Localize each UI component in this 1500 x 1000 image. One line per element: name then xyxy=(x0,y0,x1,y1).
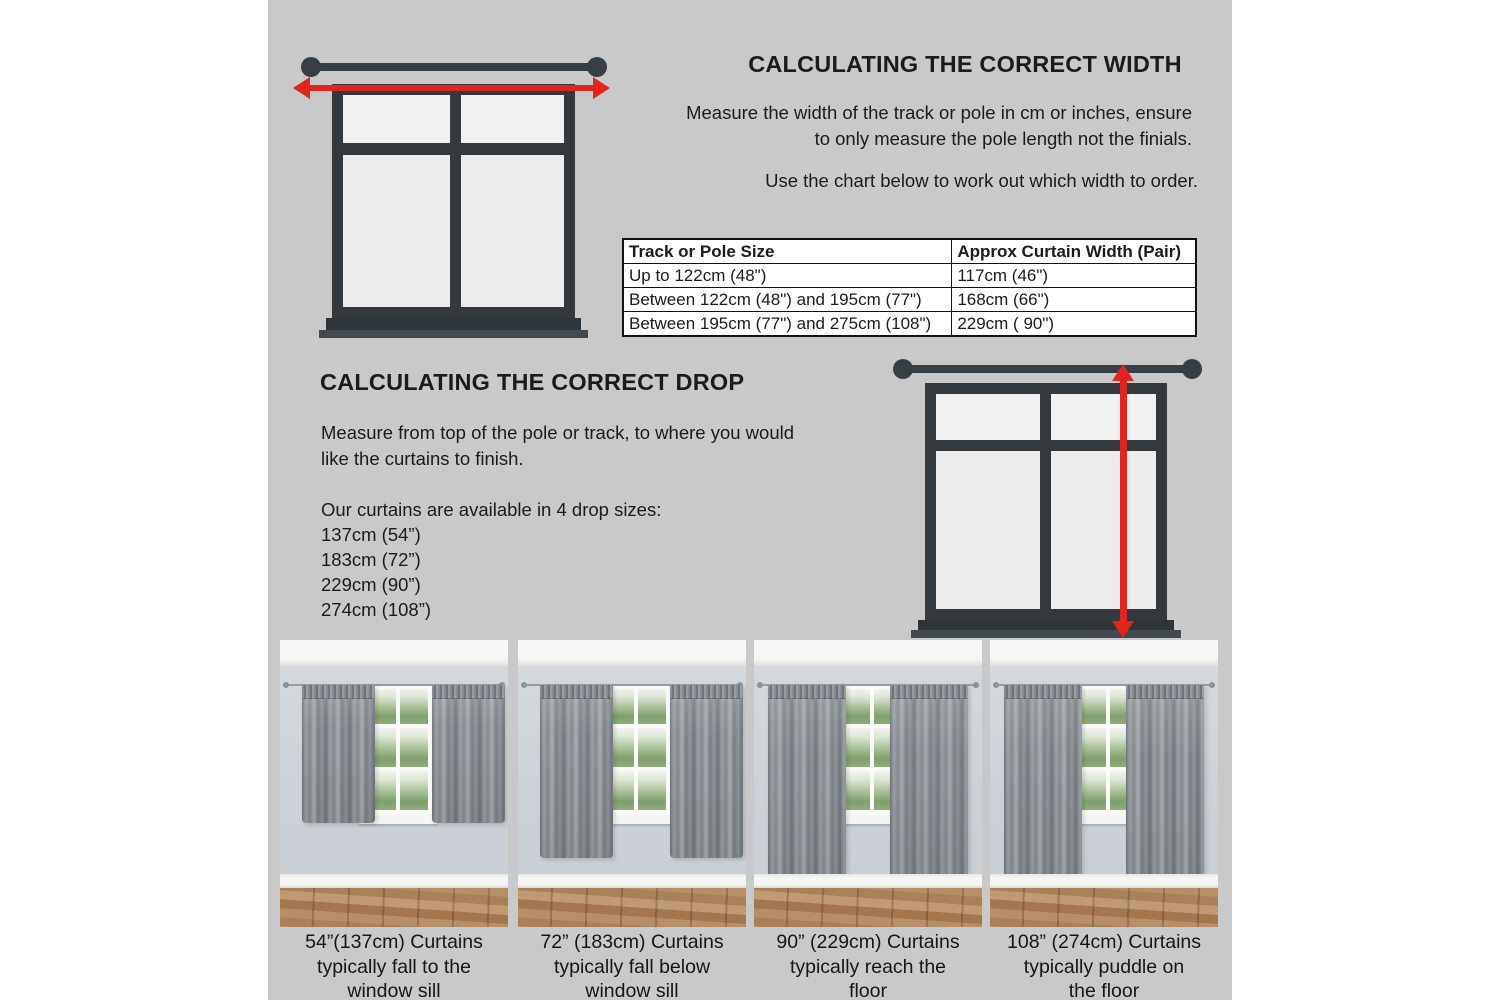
curtain-left xyxy=(302,685,375,822)
caption-line: the floor xyxy=(1068,980,1140,1000)
caption-line: typically puddle on xyxy=(1023,955,1185,978)
example-room-72in xyxy=(518,640,746,927)
wood-floor xyxy=(280,888,508,927)
table-header-pole-size: Track or Pole Size xyxy=(623,239,952,264)
crown-molding xyxy=(754,640,982,667)
drop-size-item: 183cm (72”) xyxy=(321,549,421,570)
drop-intro-line2: like the curtains to finish. xyxy=(321,448,524,469)
window-pane xyxy=(936,394,1040,440)
example-caption-108in xyxy=(984,930,1224,1000)
pole-finial-icon xyxy=(893,359,913,379)
table-row xyxy=(623,288,1196,312)
width-intro-line2: to only measure the pole length not the finials. xyxy=(814,128,1192,149)
drop-sizes-intro: Our curtains are available in 4 drop sizes: xyxy=(321,499,662,520)
example-room-90in xyxy=(754,640,982,927)
caption-line: 72” (183cm) Curtains xyxy=(540,931,724,953)
drop-size-item: 274cm (108”) xyxy=(321,599,432,620)
wood-floor xyxy=(754,888,982,927)
curtain-left xyxy=(540,685,613,857)
table-header-curtain-width: Approx Curtain Width (Pair) xyxy=(952,239,1196,264)
table-header-row xyxy=(623,239,1196,264)
window-pane xyxy=(1051,451,1156,609)
window-pane xyxy=(461,95,564,143)
crown-molding xyxy=(990,640,1218,667)
drop-intro-line1: Measure from top of the pole or track, to where you would xyxy=(321,422,795,443)
drop-sizes-list xyxy=(321,522,431,622)
window-pane xyxy=(936,451,1040,609)
window-pane xyxy=(461,155,564,307)
width-intro-line1: Measure the width of the track or pole in cm or inches, ensure xyxy=(686,102,1192,123)
arrow-up-head-icon xyxy=(1112,364,1134,381)
table-row xyxy=(623,312,1196,337)
wood-floor xyxy=(518,888,746,927)
width-chart-hint: Use the chart below to work out which width to order. xyxy=(765,170,1198,191)
crown-molding xyxy=(280,640,508,667)
arrow-left-head-icon xyxy=(293,77,310,99)
window-pane xyxy=(343,155,450,307)
caption-line: 90” (229cm) Curtains xyxy=(776,931,960,953)
caption-line: typically reach the xyxy=(789,955,947,978)
window-glass xyxy=(368,689,428,810)
pole-finial-icon xyxy=(587,57,607,77)
window-sill xyxy=(918,620,1174,630)
window-illustration xyxy=(332,84,575,318)
caption-line: typically fall to the xyxy=(317,955,471,978)
pole-finial-icon xyxy=(301,57,321,77)
baseboard xyxy=(280,874,508,888)
pole-size-cell: Up to 122cm (48") xyxy=(623,264,952,288)
example-caption-90in xyxy=(748,930,988,1000)
baseboard xyxy=(754,874,982,888)
crown-molding xyxy=(518,640,746,667)
example-room-54in xyxy=(280,640,508,927)
caption-line: typically fall below xyxy=(553,955,711,978)
window-pane xyxy=(1051,394,1156,440)
pole-finial-icon xyxy=(1182,359,1202,379)
example-room-108in xyxy=(990,640,1218,927)
curtain-right xyxy=(890,685,969,892)
curtain-right xyxy=(670,685,743,857)
wood-floor xyxy=(990,888,1218,927)
curtain-width-cell: 229cm ( 90") xyxy=(952,312,1196,337)
window-glass xyxy=(606,689,666,810)
arrow-right-head-icon xyxy=(593,77,610,99)
drop-section-intro xyxy=(321,420,794,472)
width-section-title: CALCULATING THE CORRECT WIDTH xyxy=(748,51,1182,77)
table-row xyxy=(623,264,1196,288)
curtain-pole xyxy=(311,63,597,71)
curtain-pole xyxy=(902,365,1191,373)
caption-line: 54”(137cm) Curtains xyxy=(305,931,483,953)
caption-line: 108” (274cm) Curtains xyxy=(1007,931,1201,953)
window-illustration xyxy=(925,383,1167,620)
window-sill-base xyxy=(319,330,588,338)
window-sill-base xyxy=(911,630,1181,638)
drop-arrow-icon xyxy=(1120,380,1127,622)
width-section-intro xyxy=(686,100,1192,152)
caption-line: window sill xyxy=(585,980,679,1000)
caption-line: floor xyxy=(849,980,887,1000)
pole-size-cell: Between 195cm (77") and 275cm (108") xyxy=(623,312,952,337)
width-arrow-icon xyxy=(305,85,595,91)
caption-line: window sill xyxy=(347,980,441,1000)
drop-size-item: 137cm (54”) xyxy=(321,524,421,545)
curtain-left xyxy=(768,685,847,892)
pole-size-cell: Between 122cm (48") and 195cm (77") xyxy=(623,288,952,312)
curtain-width-cell: 168cm (66") xyxy=(952,288,1196,312)
drop-section-title: CALCULATING THE CORRECT DROP xyxy=(320,369,745,395)
example-caption-72in xyxy=(512,930,752,1000)
curtain-width-cell: 117cm (46") xyxy=(952,264,1196,288)
curtain-right xyxy=(432,685,505,822)
baseboard xyxy=(990,874,1218,888)
baseboard xyxy=(518,874,746,888)
window-sill xyxy=(326,318,581,330)
example-caption-54in xyxy=(274,930,514,1000)
window-pane xyxy=(343,95,450,143)
curtain-width-table xyxy=(622,238,1197,337)
arrow-down-head-icon xyxy=(1112,621,1134,638)
drop-size-item: 229cm (90”) xyxy=(321,574,421,595)
